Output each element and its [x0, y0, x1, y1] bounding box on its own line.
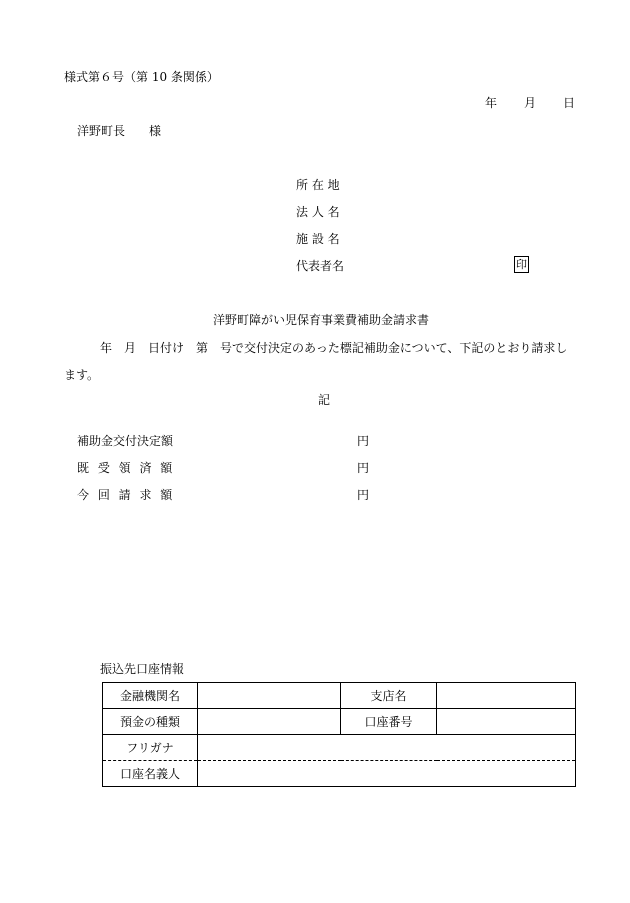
furigana-field[interactable]: [198, 735, 576, 761]
bank-name-label: 金融機関名: [103, 683, 198, 709]
amount-unit-decided: 円: [357, 434, 370, 448]
amount-unit-requested: 円: [357, 488, 370, 502]
applicant-facility-label: 施 設 名: [296, 232, 340, 246]
amount-label-received: 既 受 領 済 額: [77, 461, 175, 475]
account-number-label: 口座番号: [341, 709, 437, 735]
table-row: [103, 735, 576, 761]
body-text-line2: ます。: [64, 368, 100, 382]
branch-field[interactable]: [437, 683, 576, 709]
amount-unit-received: 円: [357, 461, 370, 475]
furigana-label: フリガナ: [103, 735, 198, 761]
date-line: 年 月 日: [485, 96, 577, 110]
applicant-rep-label: 代表者名: [296, 259, 345, 273]
account-holder-field[interactable]: [198, 761, 576, 787]
account-holder-label: 口座名義人: [103, 761, 198, 787]
table-row: [103, 709, 576, 735]
ki-heading: 記: [318, 393, 331, 407]
account-number-field[interactable]: [437, 709, 576, 735]
seal-mark: 印: [516, 258, 527, 271]
applicant-corp-label: 法 人 名: [296, 205, 340, 219]
document-title: 洋野町障がい児保育事業費補助金請求書: [213, 313, 430, 327]
table-row: [103, 683, 576, 709]
table-row: [103, 761, 576, 787]
branch-label: 支店名: [341, 683, 437, 709]
amount-label-requested: 今 回 請 求 額: [77, 488, 175, 502]
bank-name-field[interactable]: [198, 683, 341, 709]
amount-label-decided: 補助金交付決定額: [77, 434, 174, 448]
deposit-type-label: 預金の種類: [103, 709, 198, 735]
body-text-line1: 年 月 日付け 第 号で交付決定のあった標記補助金について、下記のとおり請求し: [100, 341, 568, 355]
addressee: 洋野町長 様: [77, 124, 162, 138]
deposit-type-field[interactable]: [198, 709, 341, 735]
applicant-address-label: 所 在 地: [296, 178, 340, 192]
form-number: 様式第６号（第 10 条関係）: [64, 70, 219, 84]
bank-info-heading: 振込先口座情報: [100, 662, 185, 676]
bank-account-table: [102, 682, 576, 787]
